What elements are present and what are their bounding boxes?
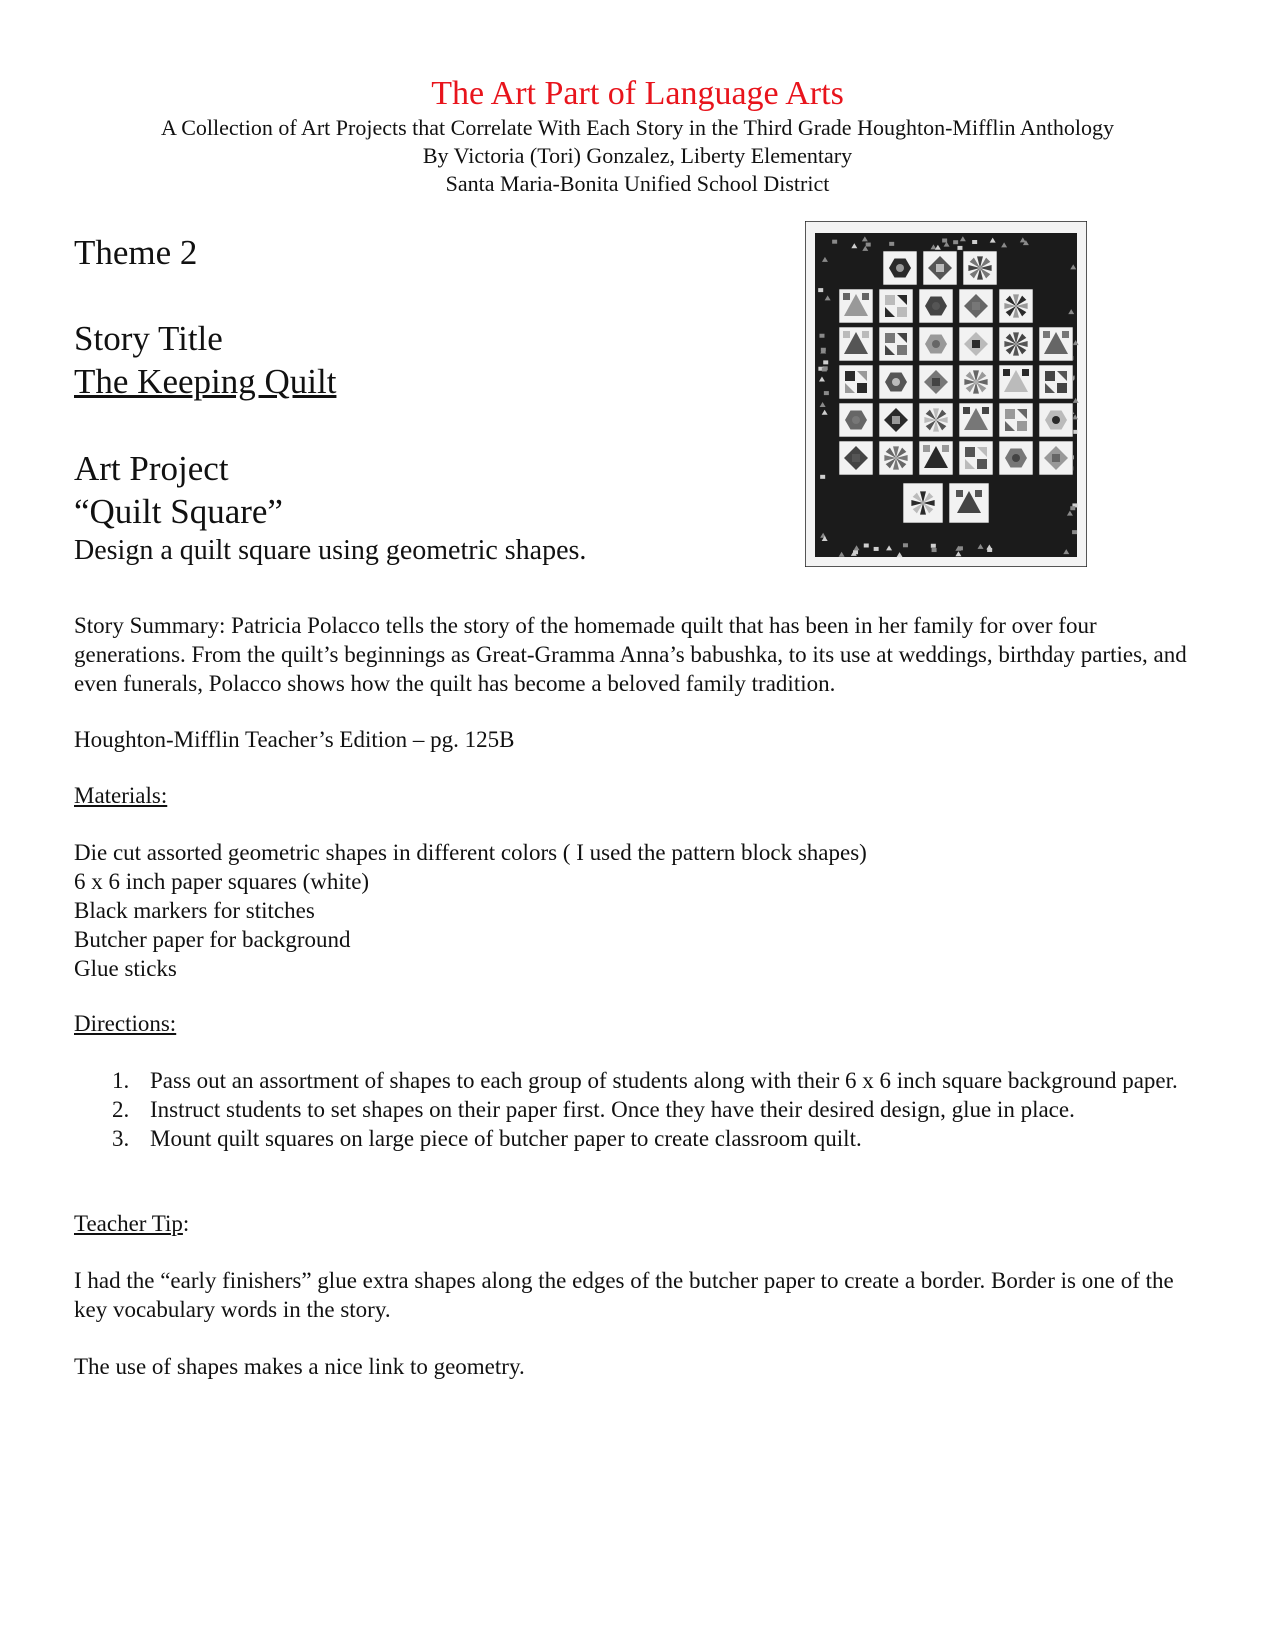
document-title: The Art Part of Language Arts — [431, 75, 844, 112]
materials-item: 6 x 6 inch paper squares (white) — [74, 869, 370, 894]
materials-item: Black markers for stitches — [74, 898, 315, 923]
teacher-tip-text: I had the “early finishers” glue extra shapes along the edges of the butcher paper to create a border. Border is one of the key vocabulary words in the story. — [74, 1268, 1174, 1322]
step-number: 3. — [112, 1126, 130, 1151]
step-number: 1. — [112, 1068, 130, 1093]
directions-heading: Directions: — [74, 1011, 177, 1036]
story-title-label: Story Title — [74, 319, 223, 358]
author-line: By Victoria (Tori) Gonzalez, Liberty Elementary — [422, 143, 853, 168]
materials-heading: Materials: — [74, 783, 168, 808]
step-text: Mount quilt squares on large piece of butcher paper to create classroom quilt. — [150, 1126, 862, 1151]
directions-list — [74, 1066, 1204, 1153]
teacher-tip-heading — [74, 1209, 1204, 1238]
teacher-tip-label: Teacher Tip — [74, 1211, 183, 1236]
direction-step — [74, 1095, 1204, 1124]
step-text: Pass out an assortment of shapes to each group of students along with their 6 x 6 inch square background paper. — [150, 1068, 1178, 1093]
district-line: Santa Maria-Bonita Unified School District — [445, 171, 830, 196]
art-project-label: Art Project — [74, 449, 229, 488]
story-title: The Keeping Quilt — [74, 362, 337, 401]
quilt-photo — [805, 221, 1087, 567]
direction-step — [74, 1124, 1204, 1153]
art-project-name: “Quilt Square” — [74, 492, 283, 531]
document-header — [0, 74, 1275, 198]
teacher-tip-colon: : — [182, 1211, 190, 1236]
theme-label: Theme 2 — [74, 233, 198, 272]
materials-item: Butcher paper for background — [74, 927, 351, 952]
art-project-description: Design a quilt square using geometric shapes. — [74, 535, 587, 566]
geometry-note: The use of shapes makes a nice link to geometry. — [74, 1354, 525, 1379]
teacher-edition-reference: Houghton-Mifflin Teacher’s Edition – pg. 125B — [74, 727, 515, 752]
step-text: Instruct students to set shapes on their paper first. Once they have their desired design, glue in place. — [150, 1097, 1075, 1122]
direction-step — [74, 1066, 1204, 1095]
story-summary: Story Summary: Patricia Polacco tells the story of the homemade quilt that has been in her family for over four generations. From the quilt’s beginnings as Great-Gramma Anna’s babushka, to its use at weddings, birthday parties, and even funerals, Polacco shows how the quilt has become a beloved family tradition. — [74, 613, 1187, 696]
materials-item: Glue sticks — [74, 956, 177, 981]
step-number: 2. — [112, 1097, 130, 1122]
document-subtitle: A Collection of Art Projects that Correlate With Each Story in the Third Grade Houghton-Mifflin Anthology — [161, 115, 1114, 140]
materials-list — [74, 838, 1204, 983]
materials-item: Die cut assorted geometric shapes in different colors ( I used the pattern block shapes) — [74, 840, 867, 865]
